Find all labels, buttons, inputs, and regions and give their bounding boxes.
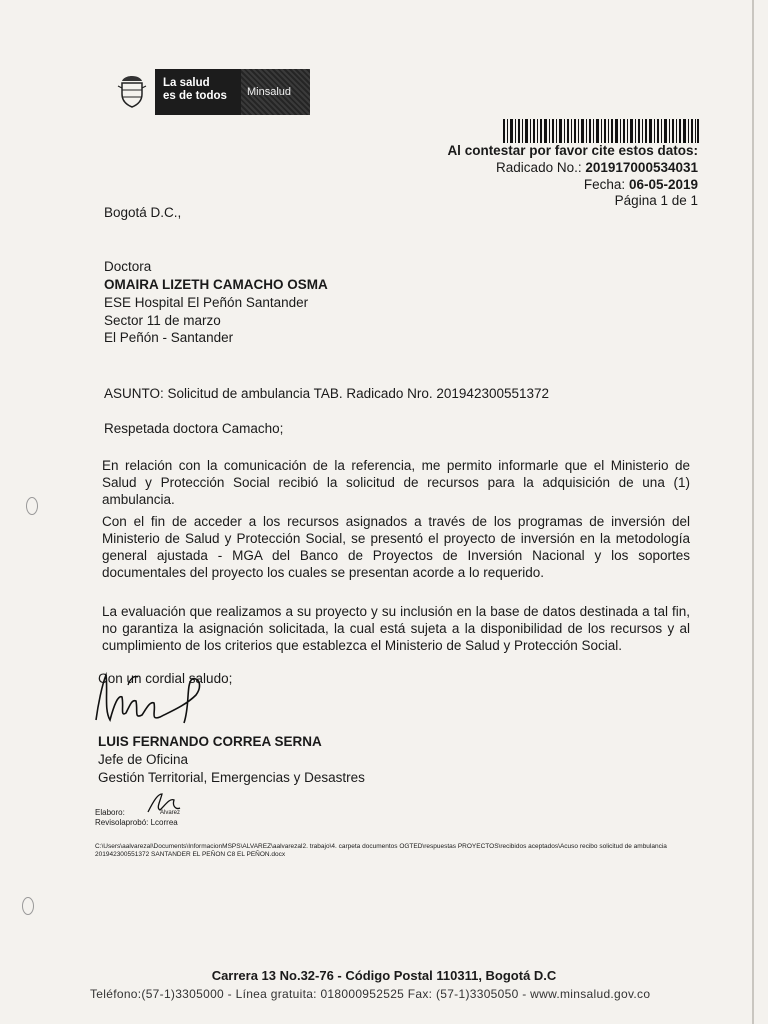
coat-of-arms-icon	[117, 74, 147, 108]
footer-contact: Teléfono:(57-1)3305000 - Línea gratuita: 018000952525 Fax: (57-1)3305050 - www.minsalud.gov.co	[90, 987, 651, 1001]
punch-hole	[26, 497, 38, 515]
recipient-name: OMAIRA LIZETH CAMACHO OSMA	[104, 277, 328, 292]
page-edge	[752, 0, 754, 1024]
elaboro-label: Elaboro:	[95, 808, 125, 817]
footer-address: Carrera 13 No.32-76 - Código Postal 110311, Bogotá D.C	[211, 968, 557, 983]
recipient-org: ESE Hospital El Peñón Santander	[104, 295, 309, 310]
handwritten-signature	[88, 665, 228, 740]
city-date: Bogotá D.C.,	[104, 205, 182, 220]
ministry-logo	[155, 69, 310, 115]
cite-instruction: Al contestar por favor cite estos datos:	[447, 143, 698, 158]
closing: Con un cordial saludo;	[98, 671, 233, 686]
signer-role: Jefe de Oficina	[98, 752, 189, 767]
barcode	[503, 119, 699, 143]
paragraph-1: En relación con la comunicación de la referencia, me permito informarle que el Ministerio de Salud y Protección Social recibió la solicitud de recursos para la adquisición de una (1) ambulancia.	[102, 458, 690, 507]
paragraph-2: Con el fin de acceder a los recursos asignados a través de los programas de inversión del Ministerio de Salud y Protección Social, se presentó el proyecto de inversión en la metodología general ajustada - MGA del Banco de Proyectos de Inversión Nacional y los soportes documentales del proyecto los cuales se presentan acorde a lo requerido.	[102, 514, 690, 580]
signer-name: LUIS FERNANDO CORREA SERNA	[98, 734, 322, 749]
subject-line: ASUNTO: Solicitud de ambulancia TAB. Radicado Nro. 201942300551372	[104, 386, 550, 401]
radicado-value: 201917000534031	[585, 160, 698, 175]
file-path: C:\Users\aalvarezal\Documents\InformacionMSPS\ALVAREZ\aalvarezal2. trabajo\4. carpeta documentos OGTED\respuestas PROYECTOS\recibidos aceptados\Acuso recibo solicitud de ambulancia 201942300551372 SANTANDER EL PEÑON C8 EL PEÑON.docx	[95, 843, 667, 858]
reviso-label: Revisolaprobó: Lcorrea	[95, 818, 178, 827]
fecha-value: 06-05-2019	[628, 177, 698, 192]
greeting: Respetada doctora Camacho;	[104, 421, 284, 436]
logo-slogan: La salud es de todos	[163, 77, 227, 102]
recipient-city: El Peñón - Santander	[104, 330, 234, 345]
paragraph-3: La evaluación que realizamos a su proyecto y su inclusión en la base de datos destinada a tal fin, no garantiza la asignación solicitada, la cual está sujeta a la disponibilidad de los recursos y al cumplimiento de los criterios que establezca el Ministerio de Salud y Protección Social.	[102, 604, 690, 653]
page-number: Página 1 de 1	[614, 193, 698, 208]
fecha-line	[584, 177, 698, 193]
elaboro-name: Alvarez	[160, 810, 181, 816]
signer-unit: Gestión Territorial, Emergencias y Desastres	[98, 770, 365, 785]
punch-hole	[22, 897, 34, 915]
recipient-address: Sector 11 de marzo	[104, 313, 221, 328]
fecha-label: Fecha:	[583, 177, 626, 192]
radicado-line	[496, 160, 698, 176]
logo-minsalud: Minsalud	[241, 69, 310, 115]
radicado-label: Radicado No.:	[496, 160, 582, 175]
recipient-title: Doctora	[104, 259, 152, 274]
